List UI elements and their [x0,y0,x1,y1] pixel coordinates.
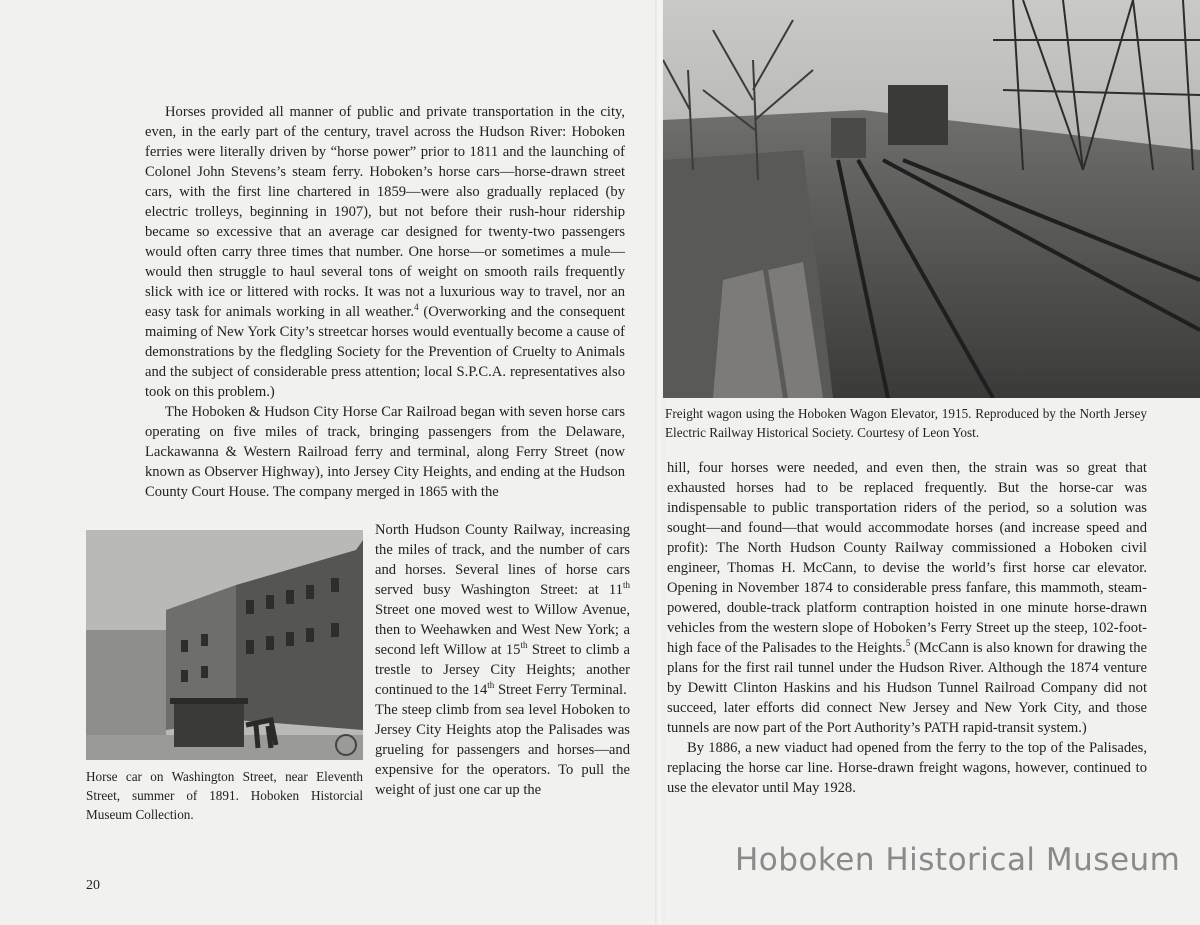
paragraph-horses: Horses provided all manner of public and private transportation in the city, even, in the early part of the century, travel across the Hudson River: Hoboken ferries were literally driven by “horse power” prior to 1811 and the launching of Colonel John Stevens’s steam ferry. Hoboken’s horse cars—horse-drawn street cars, with the first line chartered in 1859—were also gradually replaced (by electric trolleys, beginning in 1907), but not before their rush-hour ridership became so excessive that an average car designed for twenty-two passengers would often carry three times that number. One horse—or sometimes a mule—would then struggle to haul several tons of weight on smooth rails frequently slick with ice or littered with rocks. It was not a luxurious way to travel, nor an easy task for animals working in all weather.$^4$ (Overworking and the consequent maiming of New York City’s streetcar horses would eventually become a cause of demonstrations by the fledgling Society for the Prevention of Cruelty to Animals and the subject of considerable press attention; local S.P.C.A. representatives also took on this problem.) [145,104,625,400]
paragraph-steep-climb: The steep climb from sea level Hoboken to Jersey City Heights atop the Palisades was grueling for passengers and horses—and expensive for the operators. To pull the weight of just one car up the [375,702,630,798]
right-column-text [667,458,1147,798]
page-number: 20 [86,878,100,893]
horse-car-photo [86,530,363,760]
museum-watermark: Hoboken Historical Museum [735,842,1181,878]
elevator-photo-caption: Freight wagon using the Hoboken Wagon Elevator, 1915. Reproduced by the North Jersey Electric Railway Historical Society. Courtesy of Leon Yost. [665,406,1147,440]
paragraph-viaduct: By 1886, a new viaduct had opened from the ferry to the top of the Palisades, replacing the horse car line. Horse-drawn freight wagons, however, continued to use the elevator until May 1928. [667,740,1147,796]
wagon-elevator-photo [663,0,1200,398]
horse-car-photo-caption: Horse car on Washington Street, near Eleventh Street, summer of 1891. Hoboken Historcial Museum Collection. [86,769,363,822]
paragraph-horse-car-railroad: The Hoboken & Hudson City Horse Car Railroad began with seven horse cars operating on five miles of track, bringing passengers from the Delaware, Lackawanna & Western Railroad ferry and terminal, along Ferry Street (now known as Observer Highway), into Jersey City Heights, and ending at the Hudson County Court House. The company merged in 1865 with the [145,404,625,500]
left-column-text [145,102,625,502]
narrow-column-text [375,520,630,800]
paragraph-elevator: hill, four horses were needed, and even then, the strain was so great that exhausted horses had to be replaced frequently. But the horse-car was indispensable to public transportation riders of the period, so a solution was sought—and found—that would accommodate horses (and increase speed and profit): The North Hudson County Railway commissioned a Hoboken civil engineer, Thomas H. McCann, to devise the world’s first horse car elevator. Opening in November 1874 to considerable press fanfare, this mammoth, steam-powered, double-track platform contraption hoisted in one minute horse-drawn vehicles from the western slope of Hoboken’s Ferry Street up the steep, 102-foot-high face of the Palisades to the Heights.$^5$ (McCann is also known for drawing the plans for the first rail tunnel under the Hudson River. Although the 1874 venture by Dewitt Clinton Haskins and his Hudson Tunnel Railroad Company did not succeed, later efforts did connect New Jersey and New York City, and those tunnels are now part of the Port Authority’s PATH rapid-transit system.) [667,460,1147,736]
paragraph-north-hudson: North Hudson County Railway, increasing the miles of track, and the number of cars and horses. Several lines of horse cars served busy Washington Street: at 11th Street one moved west to Willow Avenue, then to Weehawken and West New York; a second left Willow at 15th Street to climb a trestle to Jersey City Heights; another continued to the 14th Street Ferry Terminal. [375,522,630,698]
